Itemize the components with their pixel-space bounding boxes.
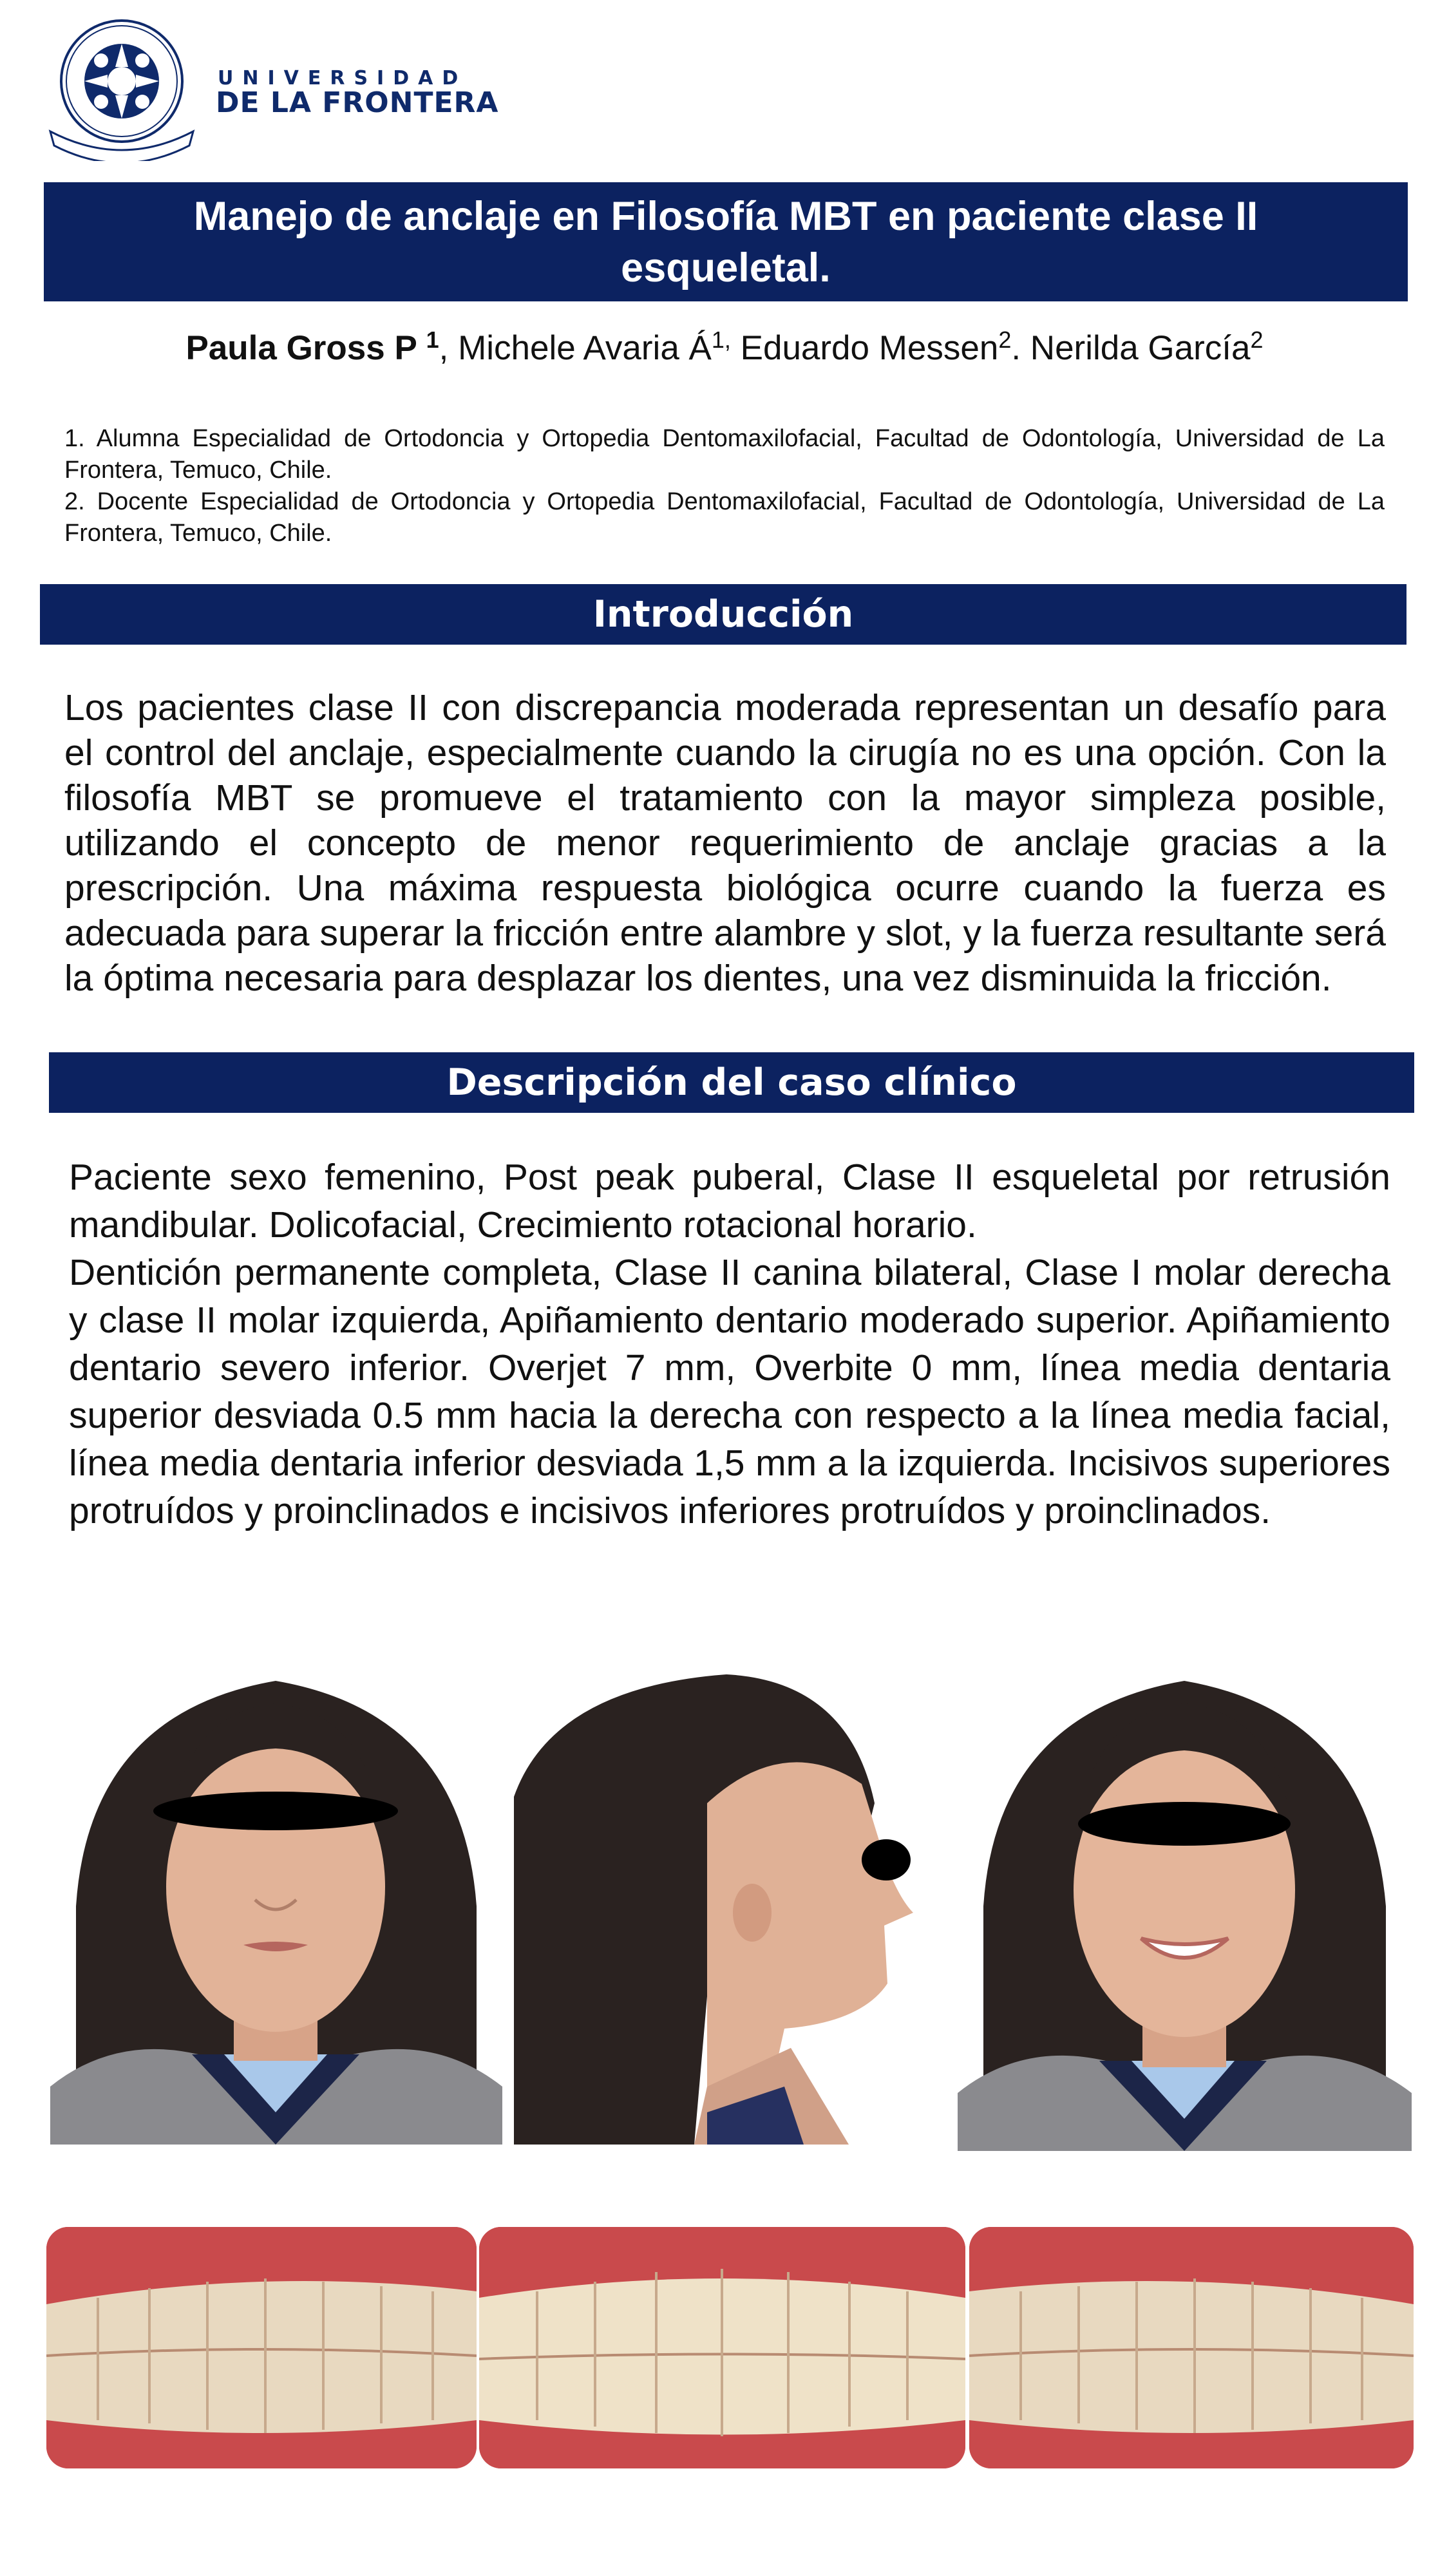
intraoral-right-photo [46,2227,477,2468]
profile-face-photo [514,1636,971,2145]
smiling-face-photo [958,1636,1412,2151]
author-affiliation-marker-2: 1, [711,327,731,353]
author-name-2: , Michele Avaria Á [439,329,712,367]
author-name-1: Paula Gross P [185,329,426,367]
logo-frontera-word: DE LA FRONTERA [216,86,499,119]
affiliation-1: 1. Alumna Especialidad de Ortodoncia y Ortopedia Dentomaxilofacial, Facultad de Odontología, Universidad de La Frontera, Temuco, Chile. [64,425,1385,484]
case-description-paragraph-2: Dentición permanente completa, Clase II canina bilateral, Clase I molar derecha y clase II molar izquierda, Apiñamiento dentario moderado superior. Apiñamiento dentario severo inferior. Overjet 7 mm, Overbite 0 mm, línea media dentaria superior desviada 0.5 mm hacia la derecha con respecto a la línea media facial, línea media dentaria inferior desviada 1,5 mm a la izquierda. Incisivos superiores protruídos y proinclinados e incisivos inferiores protruídos y proinclinados. [69,1252,1390,1531]
university-seal-logo [37,14,206,161]
author-affiliation-marker-4: 2 [1250,327,1264,353]
poster-title: Manejo de anclaje en Filosofía MBT en paciente clase II esqueletal. [44,182,1408,301]
introduction-heading: Introducción [40,584,1406,645]
author-affiliation-marker-3: 2 [998,327,1012,353]
logo-university-word: UNIVERSIDAD [218,67,468,90]
intraoral-frontal-photo [479,2227,965,2468]
intraoral-left-photo [969,2227,1414,2468]
case-description-paragraph-1: Paciente sexo femenino, Post peak puberal, Clase II esqueletal por retrusión mandibular. Dolicofacial, Crecimiento rotacional horario. [69,1157,1390,1245]
case-description-heading: Descripción del caso clínico [49,1052,1414,1113]
frontal-face-photo [50,1636,502,2145]
author-line [0,328,1449,368]
affiliation-2: 2. Docente Especialidad de Ortodoncia y Ortopedia Dentomaxilofacial, Facultad de Odontología, Universidad de La Frontera, Temuco, Chile. [64,488,1385,547]
introduction-text: Los pacientes clase II con discrepancia moderada representan un desafío para el control del anclaje, especialmente cuando la cirugía no es una opción. Con la filosofía MBT se promueve el tratamiento con la mayor simpleza posible, utilizando el concepto de menor requerimiento de anclaje gracias a la prescripción. Una máxima respuesta biológica ocurre cuando la fuerza es adecuada para superar la fricción entre alambre y slot, y la fuerza resultante será la óptima necesaria para desplazar los dientes, una vez disminuida la fricción. [64,687,1386,999]
author-name-3: Eduardo Messen [730,329,999,367]
author-affiliation-marker-1: 1 [426,327,439,353]
author-name-4: . Nerilda García [1011,329,1251,367]
